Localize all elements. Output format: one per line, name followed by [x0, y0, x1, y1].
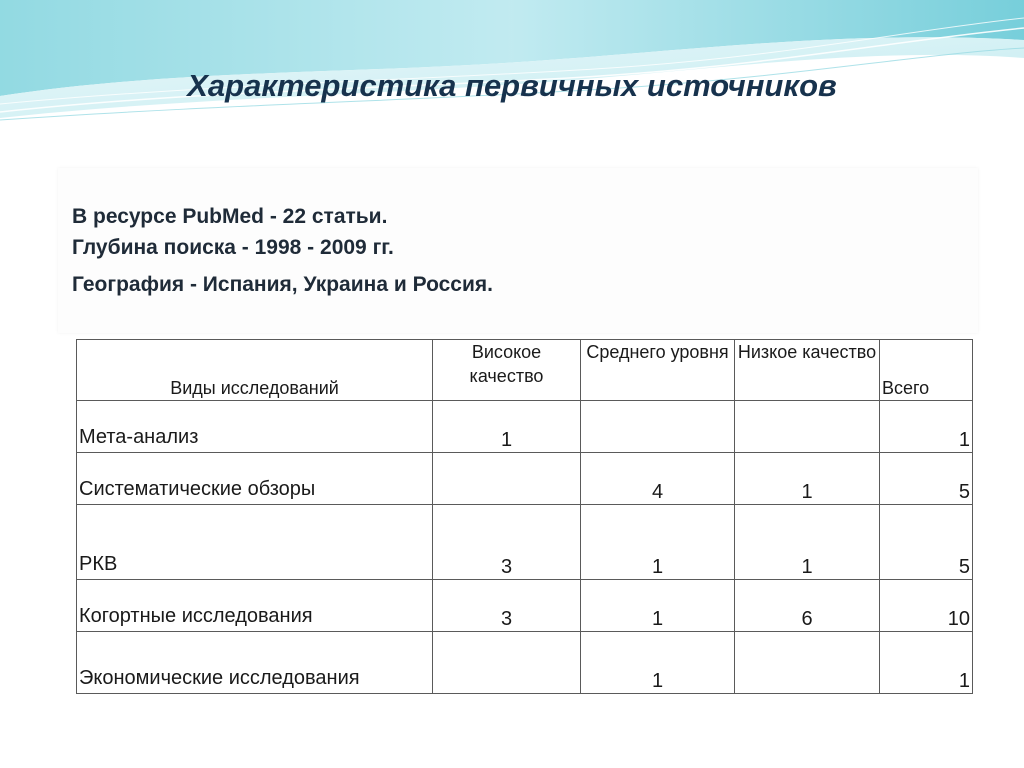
cell-medium: 1 — [581, 632, 735, 694]
cell-low: 1 — [735, 453, 880, 505]
cell-study-type: Систематические обзоры — [77, 453, 433, 505]
cell-total: 1 — [880, 401, 973, 453]
cell-medium: 4 — [581, 453, 735, 505]
table-header-row — [77, 340, 973, 401]
table-row — [77, 401, 973, 453]
cell-low: 6 — [735, 580, 880, 632]
cell-study-type: РКВ — [77, 505, 433, 580]
info-box — [58, 168, 978, 333]
table-row — [77, 580, 973, 632]
cell-medium: 1 — [581, 580, 735, 632]
cell-low — [735, 401, 880, 453]
info-search-depth: Глубина поиска - 1998 - 2009 гг. — [72, 236, 394, 259]
info-pubmed-count: В ресурсе PubMed - 22 статьи. — [72, 205, 388, 228]
cell-medium: 1 — [581, 505, 735, 580]
cell-low — [735, 632, 880, 694]
header-total: Всего — [880, 340, 973, 401]
cell-total: 5 — [880, 505, 973, 580]
cell-total: 5 — [880, 453, 973, 505]
cell-high: 3 — [433, 505, 581, 580]
table-row — [77, 632, 973, 694]
header-high-quality: Високое качество — [433, 340, 581, 401]
slide-title: Характеристика первичных источников — [187, 68, 837, 103]
header-low-quality: Низкое качество — [735, 340, 880, 401]
cell-total: 1 — [880, 632, 973, 694]
cell-total: 10 — [880, 580, 973, 632]
cell-low: 1 — [735, 505, 880, 580]
header-study-type: Виды исследований — [77, 340, 433, 401]
cell-high — [433, 632, 581, 694]
cell-high: 3 — [433, 580, 581, 632]
info-geography: География - Испания, Украина и Россия. — [72, 273, 493, 296]
cell-study-type: Экономические исследования — [77, 632, 433, 694]
studies-table — [76, 339, 973, 694]
cell-high — [433, 453, 581, 505]
background-waves — [0, 0, 1024, 130]
cell-study-type: Когортные исследования — [77, 580, 433, 632]
cell-high: 1 — [433, 401, 581, 453]
table-row — [77, 453, 973, 505]
header-medium-quality: Среднего уровня — [581, 340, 735, 401]
table-row — [77, 505, 973, 580]
cell-study-type: Мета-анализ — [77, 401, 433, 453]
cell-medium — [581, 401, 735, 453]
